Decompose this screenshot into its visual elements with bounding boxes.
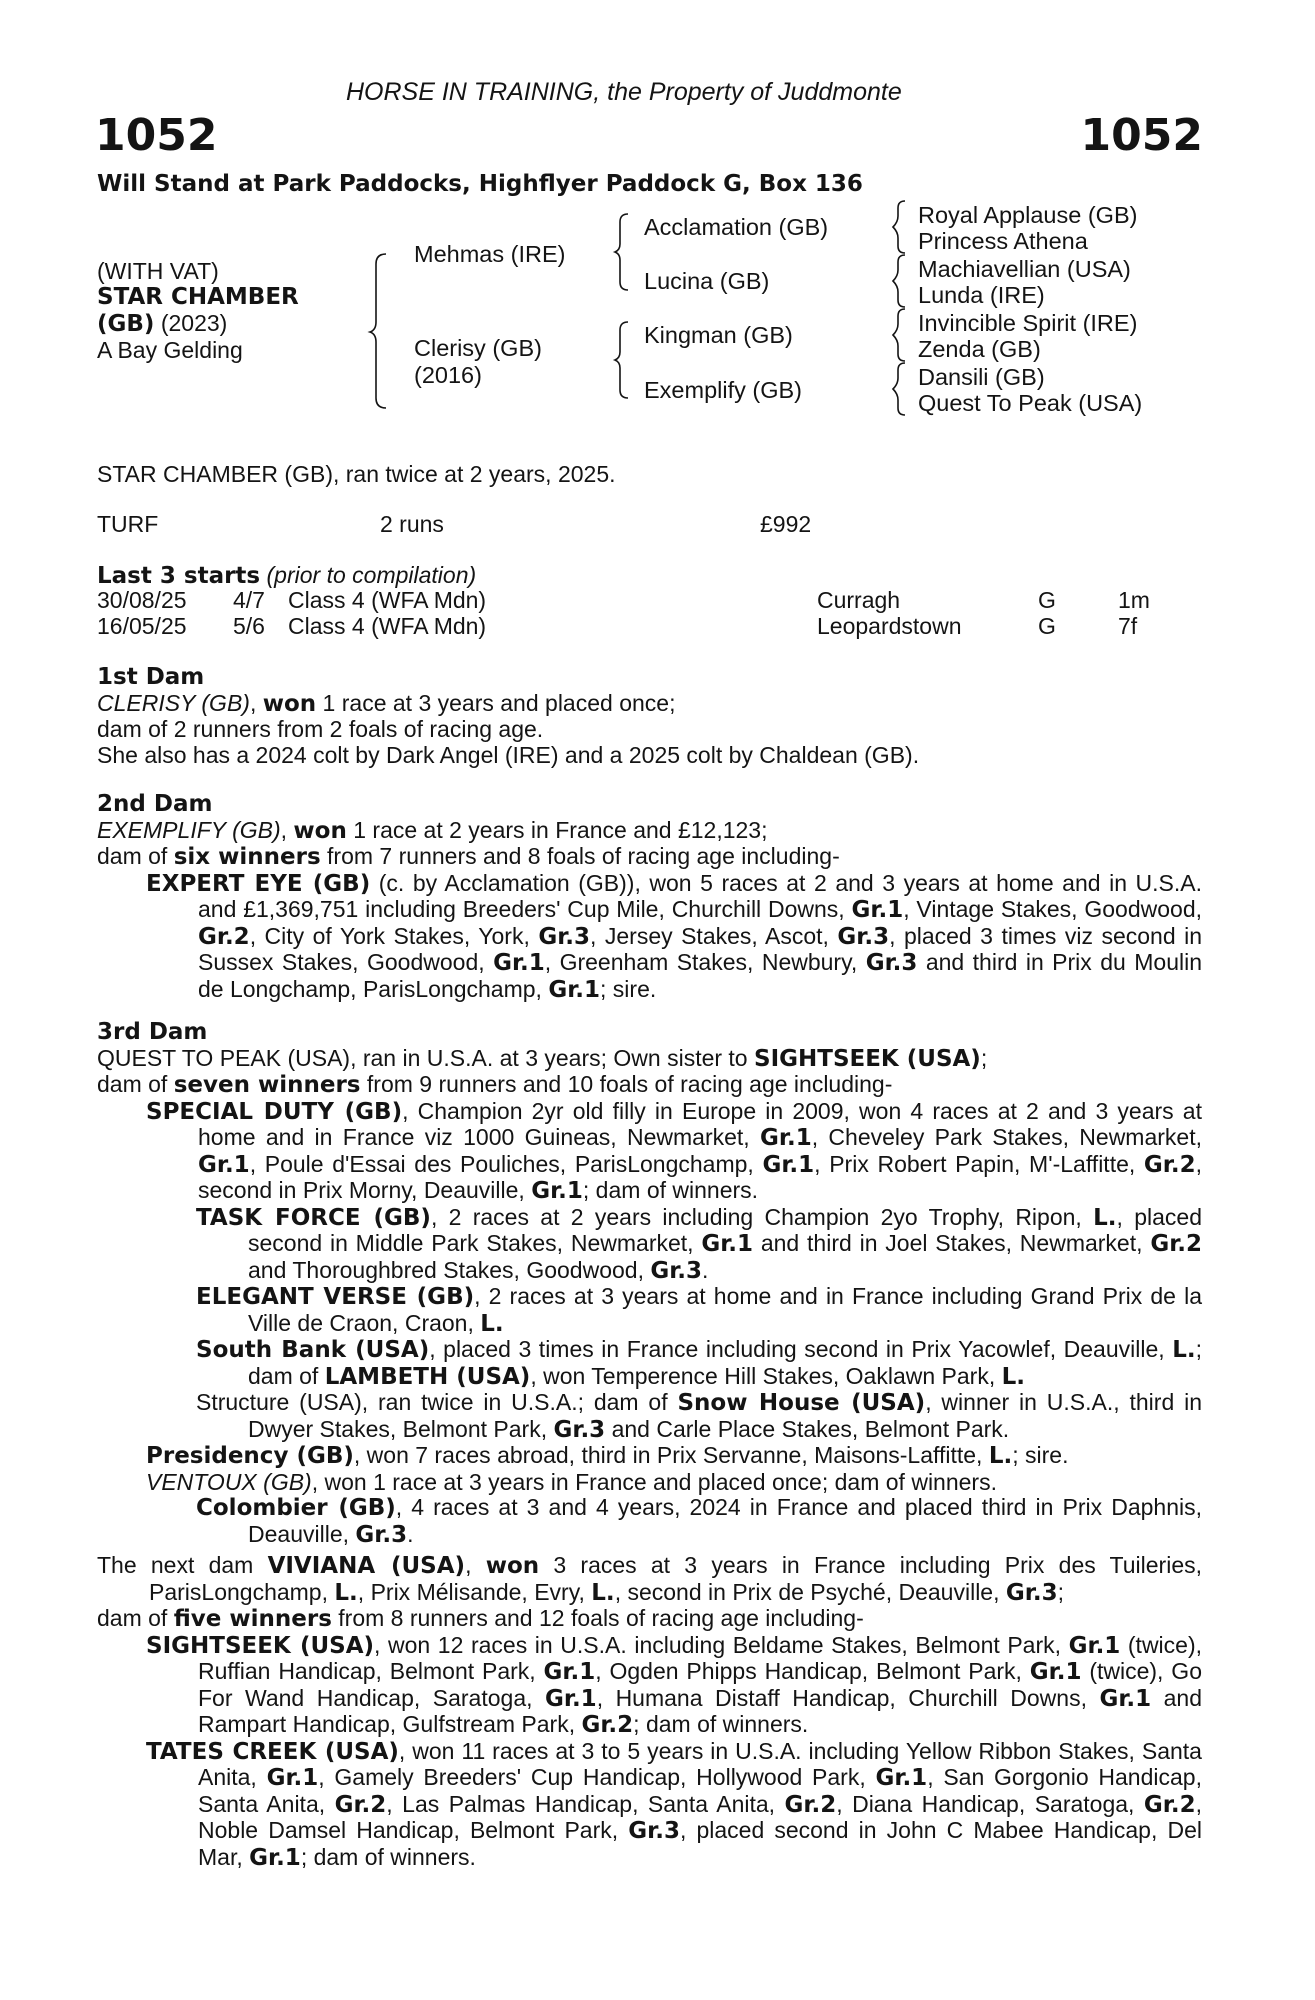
stabling-location: Will Stand at Park Paddocks, Highflyer Paddock G, Box 136 [97, 171, 863, 197]
section-heading: 3rd Dam [97, 1019, 208, 1045]
third-dam-section: 3rd Dam QUEST TO PEAK (USA), ran in U.S.A. at 3 years; Own sister to SIGHTSEEK (USA); dam of seven winners from 9 runners and 10 foals of racing age including- SPECIAL DUTY (GB), Champion 2yr old filly in Europe in 2009, won 4 races at 2 and 3 years at home and in France viz 1000 Guineas, Newmarket, Gr.1, Cheveley Park Stakes, Newmarket, Gr.1, Poule d'Essai des Pouliches, ParisLongchamp, Gr.1, Prix Robert Papin, M'-Laffitte, Gr.2, second in Prix Morny, Deauville, Gr.1; dam of winners. TASK FORCE (GB), 2 races at 2 years including Champion 2yo Trophy, Ripon, L., placed second in Middle Park Stakes, Newmarket, Gr.1 and third in Joel Stakes, Newmarket, Gr.2 and Thoroughbred Stakes, Goodwood, Gr.3. ELEGANT VERSE (GB), 2 races at 3 years at home and in France including Grand Prix de la Ville de Craon, Craon, L. South Bank (USA), placed 3 times in France including second in Prix Yacowlef, Deauville, L.; dam of LAMBETH (USA), won Temperence Hill Stakes, Oaklawn Park, L. Structure (USA), ran twice in U.S.A.; dam of Snow House (USA), winner in U.S.A., third in Dwyer Stakes, Belmont Park, Gr.3 and Carle Place Stakes, Belmont Park. Presidency (GB), won 7 races abroad, third in Prix Servanne, Maisons-Laffitte, L.; sire. VENTOUX (GB), won 1 race at 3 years in France and placed once; dam of winners. Colombier (GB), 4 races at 3 and 4 years, 2024 in France and placed third in Prix Daphnis, Deauville, Gr.3. [97, 1019, 1203, 1548]
start-dist: 7f [1118, 612, 1138, 639]
start-date: 30/08/25 [97, 587, 187, 613]
progeny-entry: South Bank (USA), placed 3 times in France including second in Prix Yacowlef, Deauville, L.; dam of LAMBETH (USA), won Temperence Hill Stakes, Oaklawn Park, L. [196, 1336, 1202, 1390]
horse-description: A Bay Gelding [97, 337, 243, 363]
gen3-6: Zenda (GB) [918, 336, 1041, 362]
progeny-entry: SIGHTSEEK (USA), won 12 races in U.S.A. including Beldame Stakes, Belmont Park, Gr.1 (twice), Ruffian Handicap, Belmont Park, Gr.1, Ogden Phipps Handicap, Belmont Park, Gr.1 (twice), Go For Wand Handicap, Saratoga, Gr.1, Humana Distaff Handicap, Churchill Downs, Gr.1 and Rampart Handicap, Gulfstream Park, Gr.2; dam of winners. [146, 1631, 1203, 1738]
gen3-7: Dansili (GB) [918, 364, 1045, 390]
horse-country: (GB) [97, 311, 155, 337]
next-dam-section: The next dam VIVIANA (USA), won 3 races at 3 years in France including Prix des Tuileries, ParisLongchamp, L., Prix Mélisande, Evry, L., second in Prix de Psyché, Deauville, Gr.3; dam of five winners from 8 runners and 12 foals of racing age including- SIGHTSEEK (USA), won 12 races in U.S.A. including Beldame Stakes, Belmont Park, Gr.1 (twice), Ruffian Handicap, Belmont Park, Gr.1, Ogden Phipps Handicap, Belmont Park, Gr.1 (twice), Go For Wand Handicap, Saratoga, Gr.1, Humana Distaff Handicap, Churchill Downs, Gr.1 and Rampart Handicap, Gulfstream Park, Gr.2; dam of winners. TATES CREEK (USA), won 11 races at 3 to 5 years in U.S.A. including Yellow Ribbon Stakes, Santa Anita, Gr.1, Gamely Breeders' Cup Handicap, Hollywood Park, Gr.1, San Gorgonio Handicap, Santa Anita, Gr.2, Las Palmas Handicap, Santa Anita, Gr.2, Diana Handicap, Saratoga, Gr.2, Noble Damsel Handicap, Belmont Park, Gr.3, placed second in John C Mabee Handicap, Del Mar, Gr.1; dam of winners. [97, 1552, 1203, 1871]
first-dam-section: 1st Dam CLERISY (GB), won 1 race at 3 years and placed once; dam of 2 runners from 2 foals of racing age. She also has a 2024 colt by Dark Angel (IRE) and a 2025 colt by Chaldean (GB). [97, 665, 1202, 768]
start-pos: 5/6 [233, 612, 265, 639]
progeny-entry: EXPERT EYE (GB) (c. by Acclamation (GB)), won 5 races at 2 and 3 years at home and in U.S.A. and £1,369,751 including Breeders' Cup Mile, Churchill Downs, Gr.1, Vintage Stakes, Goodwood, Gr.2, City of York Stakes, York, Gr.3, Jersey Stakes, Ascot, Gr.3, placed 3 times viz second in Sussex Stakes, Goodwood, Gr.1, Greenham Stakes, Newbury, Gr.3 and third in Prix du Moulin de Longchamp, ParisLongchamp, Gr.1; sire. [146, 869, 1203, 1003]
record-runs: 2 runs [380, 511, 444, 537]
sire-sire: Acclamation (GB) [644, 214, 829, 240]
lot-number-right: 1052 [1080, 110, 1203, 161]
start-race: Class 4 (WFA Mdn) [288, 587, 487, 613]
gen3-1: Royal Applause (GB) [918, 202, 1138, 228]
dam-dam: Exemplify (GB) [644, 377, 802, 403]
catalogue-title: HORSE IN TRAINING, the Property of Juddmonte [346, 78, 902, 106]
gen3-3: Machiavellian (USA) [918, 256, 1131, 282]
section-heading: 2nd Dam [97, 791, 213, 817]
progeny-entry: TATES CREEK (USA), won 11 races at 3 to 5 years in U.S.A. including Yellow Ribbon Stakes, Santa Anita, Gr.1, Gamely Breeders' Cup Handicap, Hollywood Park, Gr.1, San Gorgonio Handicap, Santa Anita, Gr.2, Las Palmas Handicap, Santa Anita, Gr.2, Diana Handicap, Saratoga, Gr.2, Noble Damsel Handicap, Belmont Park, Gr.3, placed second in John C Mabee Handicap, Del Mar, Gr.1; dam of winners. [146, 1737, 1202, 1871]
progeny-entry: TASK FORCE (GB), 2 races at 2 years including Champion 2yo Trophy, Ripon, L., placed second in Middle Park Stakes, Newmarket, Gr.1 and third in Joel Stakes, Newmarket, Gr.2 and Thoroughbred Stakes, Goodwood, Gr.3. [196, 1203, 1203, 1284]
progeny-entry: SPECIAL DUTY (GB), Champion 2yr old filly in Europe in 2009, won 4 races at 2 and 3 years at home and in France viz 1000 Guineas, Newmarket, Gr.1, Cheveley Park Stakes, Newmarket, Gr.1, Poule d'Essai des Pouliches, ParisLongchamp, Gr.1, Prix Robert Papin, M'-Laffitte, Gr.2, second in Prix Morny, Deauville, Gr.1; dam of winners. [146, 1097, 1202, 1204]
start-course: Leopardstown [817, 612, 962, 639]
start-going: G [1038, 587, 1056, 613]
race-summary: STAR CHAMBER (GB), ran twice at 2 years, 2025. [97, 461, 616, 487]
dam-sire: Kingman (GB) [644, 322, 793, 348]
gen3-2: Princess Athena [918, 228, 1088, 254]
last-starts-heading: Last 3 starts (prior to compilation) [97, 562, 477, 589]
second-dam-section: 2nd Dam EXEMPLIFY (GB), won 1 race at 2 years in France and £12,123; dam of six winners from 7 runners and 8 foals of racing age including- EXPERT EYE (GB) (c. by Acclamation (GB)), won 5 races at 2 and 3 years at home and in U.S.A. and £1,369,751 including Breeders' Cup Mile, Churchill Downs, Gr.1, Vintage Stakes, Goodwood, Gr.2, City of York Stakes, York, Gr.3, Jersey Stakes, Ascot, Gr.3, placed 3 times viz second in Sussex Stakes, Goodwood, Gr.1, Greenham Stakes, Newbury, Gr.3 and third in Prix du Moulin de Longchamp, ParisLongchamp, Gr.1; sire. [97, 791, 1203, 1003]
gen3-4: Lunda (IRE) [918, 282, 1045, 308]
start-pos: 4/7 [233, 587, 265, 613]
progeny-entry: Colombier (GB), 4 races at 3 and 4 years, 2024 in France and placed third in Prix Daphnis, Deauville, Gr.3. [196, 1494, 1202, 1548]
start-race: Class 4 (WFA Mdn) [288, 612, 487, 639]
dam: Clerisy (GB) [414, 335, 542, 361]
dam-year: (2016) [414, 362, 482, 388]
sire-dam: Lucina (GB) [644, 268, 770, 294]
sire: Mehmas (IRE) [414, 241, 566, 267]
gen3-5: Invincible Spirit (IRE) [918, 310, 1138, 336]
start-dist: 1m [1118, 587, 1150, 613]
record-earnings: £992 [760, 511, 812, 537]
start-course: Curragh [817, 587, 901, 613]
progeny-entry: Presidency (GB), won 7 races abroad, third in Prix Servanne, Maisons-Laffitte, L.; sire. [146, 1442, 1069, 1469]
progeny-entry: ELEGANT VERSE (GB), 2 races at 3 years at home and in France including Grand Prix de la Ville de Craon, Craon, L. [196, 1283, 1202, 1337]
lot-number-left: 1052 [95, 110, 218, 161]
horse-year: (2023) [154, 310, 228, 336]
record-surface: TURF [97, 511, 159, 537]
horse-name: STAR CHAMBER [97, 284, 299, 310]
start-date: 16/05/25 [97, 612, 187, 639]
gen3-8: Quest To Peak (USA) [918, 390, 1143, 416]
start-going: G [1038, 612, 1056, 639]
next-dam-intro: The next dam VIVIANA (USA), won 3 races at 3 years in France including Prix des Tuileries, ParisLongchamp, L., Prix Mélisande, Evry, L., second in Prix de Psyché, Deauville, Gr.3; [97, 1552, 1203, 1606]
vat-note: (WITH VAT) [97, 258, 219, 284]
section-heading: 1st Dam [97, 664, 205, 690]
progeny-entry: VENTOUX (GB), won 1 race at 3 years in France and placed once; dam of winners. [146, 1468, 997, 1495]
progeny-entry: Structure (USA), ran twice in U.S.A.; dam of Snow House (USA), winner in U.S.A., third in Dwyer Stakes, Belmont Park, Gr.3 and Carle Place Stakes, Belmont Park. [196, 1389, 1202, 1443]
